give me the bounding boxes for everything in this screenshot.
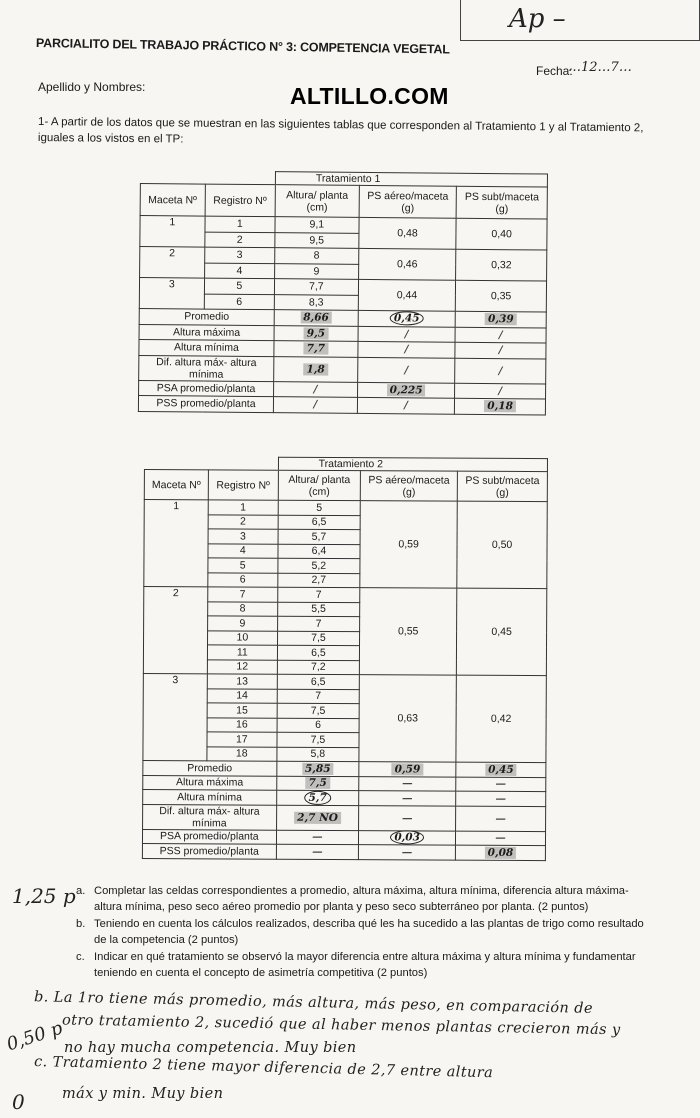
handwritten-value: — bbox=[312, 831, 323, 844]
handwritten-value: 0,03 bbox=[390, 831, 424, 845]
summary-label: PSA promedio/planta bbox=[142, 829, 276, 844]
table-header-row bbox=[140, 184, 547, 220]
registro-cell: 2 bbox=[204, 232, 275, 248]
score-b: 0,50 p bbox=[4, 1017, 66, 1056]
handwritten-value: 0,08 bbox=[485, 847, 517, 859]
altura-cell: 5,2 bbox=[278, 558, 361, 573]
watermark: ALTILLO.COM bbox=[290, 83, 449, 109]
column-header: PS subt/maceta (g) bbox=[457, 471, 547, 501]
table-row bbox=[144, 500, 547, 517]
summary-label: PSA promedio/planta bbox=[139, 380, 274, 397]
handwritten-value: — bbox=[495, 832, 506, 845]
answer-line-1: b. La 1ro tiene más promedio, más altura, más peso, en comparación de bbox=[33, 989, 594, 1017]
summary-aereo-cell bbox=[358, 310, 456, 326]
handwritten-value: 0,39 bbox=[485, 313, 517, 325]
summary-aereo-cell bbox=[357, 397, 455, 413]
summary-subt-cell bbox=[455, 342, 546, 358]
registro-cell: 14 bbox=[207, 688, 277, 703]
column-header: Maceta Nº bbox=[144, 470, 208, 500]
item-text: Indicar en qué tratamiento se observó la mayor diferencia entre altura máxima y altura mínima y fundamentar teniendo en cuenta el concepto de asimetría competitiva (2 puntos) bbox=[94, 951, 636, 979]
altura-cell: 5,7 bbox=[278, 529, 361, 544]
summary-alt-cell bbox=[274, 310, 358, 326]
altura-cell: 7,5 bbox=[277, 732, 360, 747]
registro-cell: 12 bbox=[207, 659, 277, 674]
registro-cell: 7 bbox=[208, 587, 278, 602]
column-header: Altura/ planta (cm) bbox=[278, 470, 361, 500]
summary-alt-cell bbox=[274, 325, 358, 341]
summary-subt-cell bbox=[455, 358, 546, 384]
answer-line-5: máx y min. Muy bien bbox=[62, 1086, 224, 1102]
summary-aereo-cell bbox=[359, 776, 456, 791]
summary-alt-cell bbox=[273, 397, 357, 413]
ps-subt-cell: 0,40 bbox=[456, 218, 547, 250]
summary-subt-cell bbox=[455, 383, 546, 399]
registro-cell: 6 bbox=[204, 294, 275, 310]
column-header: Maceta Nº bbox=[140, 184, 205, 217]
ps-subt-cell: 0,50 bbox=[457, 501, 547, 588]
column-header: Altura/ planta (cm) bbox=[275, 185, 359, 218]
item-text: Completar las celdas correspondientes a promedio, altura máxima, altura mínima, diferencia altura máxima-altura mínima, peso seco aéreo promedio por planta y peso seco subterráneo por planta. (2 puntos) bbox=[94, 885, 629, 913]
summary-aereo-cell bbox=[359, 830, 456, 845]
registro-cell: 17 bbox=[207, 732, 277, 747]
altura-cell: 5,8 bbox=[277, 747, 360, 762]
altura-cell: 6,4 bbox=[278, 544, 361, 559]
altura-cell: 7,7 bbox=[274, 279, 358, 295]
registro-cell: 5 bbox=[204, 278, 275, 294]
ps-aereo-cell: 0,48 bbox=[359, 217, 457, 249]
summary-label: Altura máxima bbox=[143, 775, 277, 790]
answer-line-2: otro tratamiento 2, sucedió que al haber menos plantas crecieron más y bbox=[61, 1012, 621, 1039]
handwritten-value: 0,18 bbox=[484, 400, 516, 412]
registro-cell: 13 bbox=[207, 674, 277, 689]
summary-aereo-cell bbox=[358, 326, 456, 342]
summary-label: Dif. altura máx- altura mínima bbox=[143, 804, 277, 830]
summary-aereo-cell bbox=[359, 845, 456, 860]
altura-cell: 6,5 bbox=[278, 515, 361, 530]
table-caption: Tratamiento 2 bbox=[278, 457, 547, 471]
altura-cell: 7,2 bbox=[277, 660, 360, 675]
column-header: Registro Nº bbox=[208, 470, 278, 500]
summary-subt-cell bbox=[455, 327, 546, 343]
summary-label: Altura máxima bbox=[139, 324, 274, 341]
item-marker: a. bbox=[76, 885, 86, 897]
handwritten-value: / bbox=[404, 343, 409, 356]
registro-cell: 3 bbox=[208, 529, 278, 544]
item-b bbox=[76, 917, 656, 948]
handwritten-value: — bbox=[402, 792, 413, 805]
summary-alt-cell bbox=[274, 356, 358, 382]
handwritten-value: — bbox=[312, 845, 323, 858]
handwritten-value: — bbox=[495, 792, 507, 805]
handwritten-value: / bbox=[404, 328, 409, 341]
handwritten-value: 0,59 bbox=[392, 763, 424, 775]
table-row bbox=[140, 216, 547, 235]
handwritten-value: / bbox=[498, 364, 503, 377]
item-text: Teniendo en cuenta los cálculos realizados, describa qué les ha sucedido a las plantas de trigo como resultado de la competencia (2 puntos) bbox=[94, 918, 644, 946]
handwritten-value: 7,7 bbox=[304, 343, 328, 355]
registro-cell: 18 bbox=[207, 746, 277, 761]
handwritten-value: 0,45 bbox=[485, 764, 517, 776]
ps-aereo-cell: 0,44 bbox=[358, 279, 456, 311]
summary-alt-cell bbox=[274, 381, 358, 397]
maceta-cell: 3 bbox=[139, 278, 204, 310]
ps-aereo-cell: 0,63 bbox=[359, 675, 456, 763]
column-header: Registro Nº bbox=[205, 184, 276, 217]
item-c bbox=[76, 950, 656, 981]
fecha-label: Fecha: bbox=[536, 64, 573, 78]
apellido-label: Apellido y Nombres: bbox=[38, 80, 146, 94]
table-caption: Tratamiento 1 bbox=[275, 172, 547, 187]
registro-cell: 16 bbox=[207, 717, 277, 732]
table-row bbox=[144, 587, 547, 604]
altura-cell: 6,5 bbox=[277, 674, 360, 689]
registro-cell: 10 bbox=[207, 630, 277, 645]
handwritten-value: / bbox=[498, 328, 503, 341]
summary-alt-cell bbox=[276, 844, 359, 859]
summary-label: Promedio bbox=[143, 760, 277, 775]
question-items bbox=[76, 884, 656, 983]
summary-subt-cell bbox=[456, 831, 546, 846]
summary-label: Altura mínima bbox=[139, 339, 274, 356]
summary-label: PSS promedio/planta bbox=[138, 395, 273, 412]
score-c: 0 bbox=[12, 1090, 25, 1114]
summary-subt-cell bbox=[456, 791, 546, 806]
ps-subt-cell: 0,35 bbox=[456, 280, 547, 312]
summary-row bbox=[142, 843, 545, 860]
handwritten-value: — bbox=[401, 811, 413, 824]
handwritten-value: 5,7 bbox=[304, 791, 330, 805]
handwritten-value: 2,7 NO bbox=[294, 811, 341, 823]
summary-label: Dif. altura máx- altura mínima bbox=[139, 355, 274, 381]
item-a bbox=[76, 884, 656, 915]
ps-aereo-cell: 0,55 bbox=[360, 588, 457, 676]
summary-subt-cell bbox=[456, 762, 546, 777]
summary-alt-cell bbox=[276, 761, 359, 776]
altura-cell: 7,5 bbox=[277, 631, 360, 646]
ps-subt-cell: 0,45 bbox=[456, 588, 546, 675]
handwritten-value: — bbox=[401, 846, 413, 859]
altura-cell: 7 bbox=[277, 616, 360, 631]
altura-cell: 8 bbox=[275, 248, 359, 264]
altura-cell: 2,7 bbox=[277, 573, 360, 588]
maceta-cell: 1 bbox=[144, 500, 208, 587]
handwritten-value: 5,85 bbox=[302, 763, 334, 775]
handwritten-value: 7,5 bbox=[306, 777, 330, 789]
altura-cell: 9 bbox=[275, 263, 359, 279]
registro-cell: 4 bbox=[208, 543, 278, 558]
summary-subt-cell bbox=[456, 806, 546, 831]
ps-subt-cell: 0,42 bbox=[456, 675, 546, 762]
grade-box bbox=[460, 0, 700, 41]
summary-alt-cell bbox=[276, 776, 359, 791]
registro-cell: 3 bbox=[204, 247, 275, 263]
summary-subt-cell bbox=[455, 845, 545, 860]
handwritten-value: 1,8 bbox=[303, 363, 327, 375]
registro-cell: 9 bbox=[208, 616, 278, 631]
treatment-1-table bbox=[138, 170, 548, 415]
table-header-row bbox=[144, 470, 547, 502]
handwritten-value: 9,5 bbox=[304, 327, 328, 339]
fecha-value: …12…7… bbox=[568, 60, 632, 75]
score-a: 1,25 p bbox=[12, 884, 76, 908]
altura-cell: 6,5 bbox=[277, 645, 360, 660]
summary-aereo-cell bbox=[357, 382, 455, 398]
altura-cell: 5 bbox=[278, 500, 361, 515]
question-1: 1- A partir de los datos que se muestran en las siguientes tablas que corresponden al Tratamiento 1 y al Tratamiento 2, iguales a los vistos en el TP: bbox=[37, 116, 644, 146]
summary-alt-cell bbox=[274, 341, 358, 357]
handwritten-value: 8,66 bbox=[300, 312, 332, 324]
summary-row bbox=[143, 804, 546, 831]
registro-cell: 6 bbox=[208, 572, 278, 587]
ps-subt-cell: 0,32 bbox=[456, 249, 547, 281]
column-header: PS aéreo/maceta (g) bbox=[359, 185, 457, 218]
summary-alt-cell bbox=[276, 830, 359, 845]
summary-alt-cell bbox=[276, 805, 359, 830]
registro-cell: 5 bbox=[208, 558, 278, 573]
ps-aereo-cell: 0,46 bbox=[358, 248, 456, 280]
summary-aereo-cell bbox=[359, 805, 456, 831]
caption-spacer bbox=[140, 171, 275, 185]
summary-label: PSS promedio/planta bbox=[142, 843, 276, 858]
handwritten-value: 0,45 bbox=[390, 311, 424, 325]
column-header: PS aéreo/maceta (g) bbox=[360, 471, 457, 502]
registro-cell: 2 bbox=[208, 514, 278, 529]
handwritten-value: / bbox=[404, 363, 409, 376]
registro-cell: 11 bbox=[207, 645, 277, 660]
handwritten-value: / bbox=[404, 399, 408, 412]
altura-cell: 8,3 bbox=[274, 294, 358, 310]
altura-cell: 7,5 bbox=[277, 703, 360, 718]
answer-line-3: no hay mucha competencia. Muy bien bbox=[64, 1040, 357, 1056]
summary-row bbox=[138, 395, 545, 414]
registro-cell: 4 bbox=[204, 263, 275, 279]
maceta-cell: 1 bbox=[140, 216, 205, 248]
summary-label: Altura mínima bbox=[143, 789, 277, 804]
grade-mark: Ap – bbox=[509, 4, 566, 34]
summary-aereo-cell bbox=[358, 341, 456, 357]
answer-line-4: c. Tratamiento 2 tiene mayor diferencia de 2,7 entre altura bbox=[33, 1054, 494, 1082]
handwritten-value: — bbox=[402, 777, 413, 790]
summary-row bbox=[139, 355, 546, 384]
handwritten-value: — bbox=[495, 778, 507, 791]
altura-cell: 7 bbox=[277, 587, 360, 602]
table-row bbox=[140, 247, 547, 266]
altura-cell: 9,5 bbox=[275, 232, 359, 248]
table-row bbox=[143, 673, 546, 690]
column-header: PS subt/maceta (g) bbox=[456, 186, 547, 219]
summary-label: Promedio bbox=[139, 308, 274, 325]
altura-cell: 9,1 bbox=[275, 217, 359, 233]
handwritten-value: 0,225 bbox=[387, 384, 426, 396]
altura-cell: 6 bbox=[277, 718, 360, 733]
altura-cell: 5,5 bbox=[277, 602, 360, 617]
handwritten-value: — bbox=[495, 812, 506, 825]
summary-aereo-cell bbox=[359, 762, 456, 777]
maceta-cell: 3 bbox=[143, 673, 207, 760]
maceta-cell: 2 bbox=[140, 247, 205, 279]
handwritten-value: / bbox=[498, 384, 503, 397]
maceta-cell: 2 bbox=[143, 587, 207, 674]
ps-aereo-cell: 0,59 bbox=[360, 501, 457, 589]
summary-subt-cell bbox=[455, 311, 546, 327]
registro-cell: 8 bbox=[208, 601, 278, 616]
summary-aereo-cell bbox=[357, 357, 455, 383]
table-row bbox=[139, 278, 546, 297]
page-title: PARCIALITO DEL TRABAJO PRÁCTICO N° 3: COMPETENCIA VEGETAL bbox=[35, 36, 450, 57]
item-marker: c. bbox=[76, 951, 85, 963]
summary-alt-cell bbox=[276, 790, 359, 805]
handwritten-value: / bbox=[313, 383, 318, 396]
handwritten-value: / bbox=[313, 398, 318, 411]
treatment-2-table bbox=[142, 456, 548, 861]
item-marker: b. bbox=[76, 918, 86, 930]
caption-spacer bbox=[144, 457, 278, 471]
registro-cell: 15 bbox=[207, 703, 277, 718]
altura-cell: 7 bbox=[277, 689, 360, 704]
summary-subt-cell bbox=[456, 777, 546, 792]
registro-cell: 1 bbox=[205, 216, 276, 232]
summary-aereo-cell bbox=[359, 791, 456, 806]
handwritten-value: / bbox=[498, 344, 503, 357]
registro-cell: 1 bbox=[208, 500, 278, 515]
summary-subt-cell bbox=[455, 398, 546, 414]
